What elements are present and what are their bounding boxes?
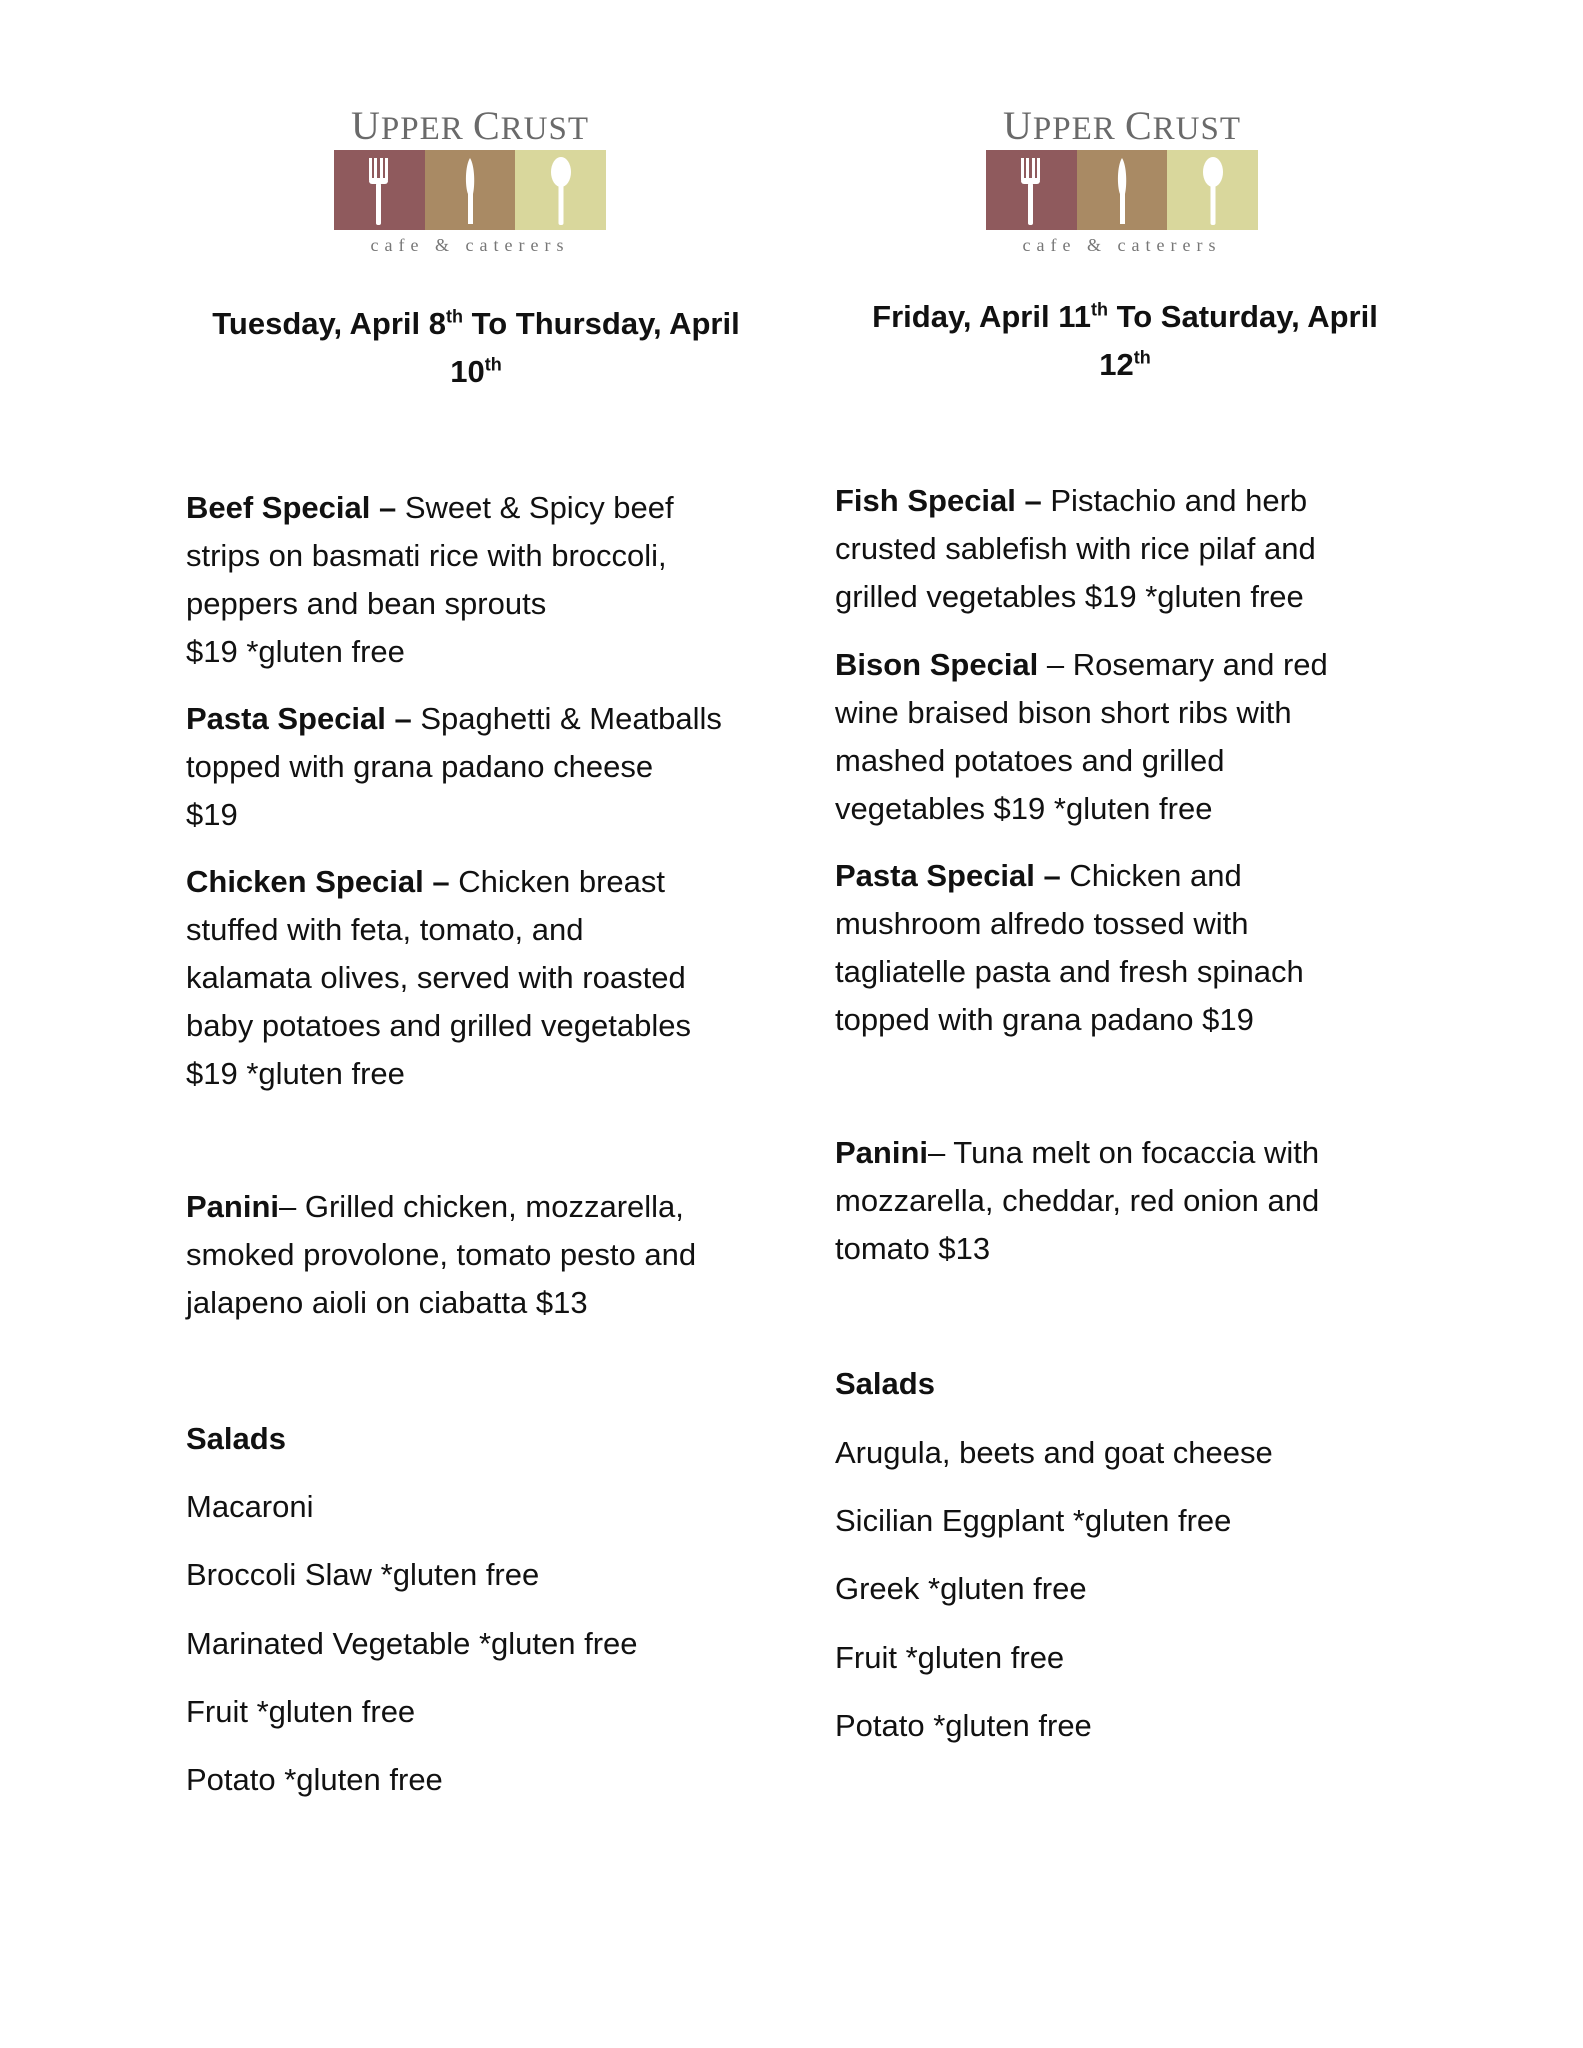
panini-special: Panini– Grilled chicken, mozzarella, smoked provolone, tomato pesto and jalapeno aioli on ciabatta $13: [186, 1189, 697, 1320]
salad-item: Macaroni: [186, 1489, 314, 1524]
logo-subtitle: cafe & caterers: [370, 235, 570, 255]
menu-column-left: [186, 0, 796, 2048]
date-heading-left: Tuesday, April 8th To Thursday, April 10th: [212, 306, 740, 389]
logo-wordmark: UPPER CRUST: [350, 103, 590, 148]
salad-item: Potato *gluten free: [835, 1708, 1092, 1743]
bison-special: Bison Special – Rosemary and red wine braised bison short ribs with mashed potatoes and grilled vegetables $19 *gluten free: [835, 647, 1328, 826]
panini-special: Panini– Tuna melt on focaccia with mozzarella, cheddar, red onion and tomato $13: [835, 1135, 1320, 1266]
fork-icon: [334, 150, 425, 230]
salad-item: Fruit *gluten free: [835, 1640, 1065, 1675]
salads-heading: Salads: [835, 1366, 935, 1401]
fork-icon: [986, 150, 1077, 230]
salad-item: Broccoli Slaw *gluten free: [186, 1557, 540, 1592]
salad-item: Marinated Vegetable *gluten free: [186, 1626, 638, 1661]
spoon-icon: [1167, 150, 1258, 230]
spoon-icon: [515, 150, 606, 230]
upper-crust-logo: [986, 103, 1258, 256]
salad-item: Arugula, beets and goat cheese: [835, 1435, 1273, 1470]
chicken-special: Chicken Special – Chicken breast stuffed with feta, tomato, and kalamata olives, served with roasted baby potatoes and grilled vegetables $19 *gluten free: [186, 864, 691, 1091]
pasta-special: Pasta Special – Chicken and mushroom alfredo tossed with tagliatelle pasta and fresh spinach topped with grana padano $19: [835, 858, 1304, 1037]
menu-column-right: [835, 0, 1445, 2048]
pasta-special: Pasta Special – Spaghetti & Meatballs topped with grana padano cheese $19: [186, 701, 722, 832]
salads-heading: Salads: [186, 1421, 286, 1456]
knife-icon: [425, 150, 516, 230]
date-heading-right: Friday, April 11th To Saturday, April 12th: [872, 299, 1378, 382]
knife-icon: [1077, 150, 1168, 230]
logo-tiles: [986, 150, 1258, 230]
salad-item: Fruit *gluten free: [186, 1694, 416, 1729]
salad-item: Greek *gluten free: [835, 1571, 1087, 1606]
logo-tiles: [334, 150, 606, 230]
fish-special: Fish Special – Pistachio and herb crusted sablefish with rice pilaf and grilled vegetables $19 *gluten free: [835, 483, 1316, 614]
salad-item: Potato *gluten free: [186, 1762, 443, 1797]
logo-subtitle: cafe & caterers: [1022, 235, 1222, 255]
beef-special: Beef Special – Sweet & Spicy beef strips on basmati rice with broccoli, peppers and bean sprouts $19 *gluten free: [186, 490, 674, 669]
logo-wordmark: UPPER CRUST: [1002, 103, 1242, 148]
upper-crust-logo: [334, 103, 606, 256]
salad-item: Sicilian Eggplant *gluten free: [835, 1503, 1232, 1538]
